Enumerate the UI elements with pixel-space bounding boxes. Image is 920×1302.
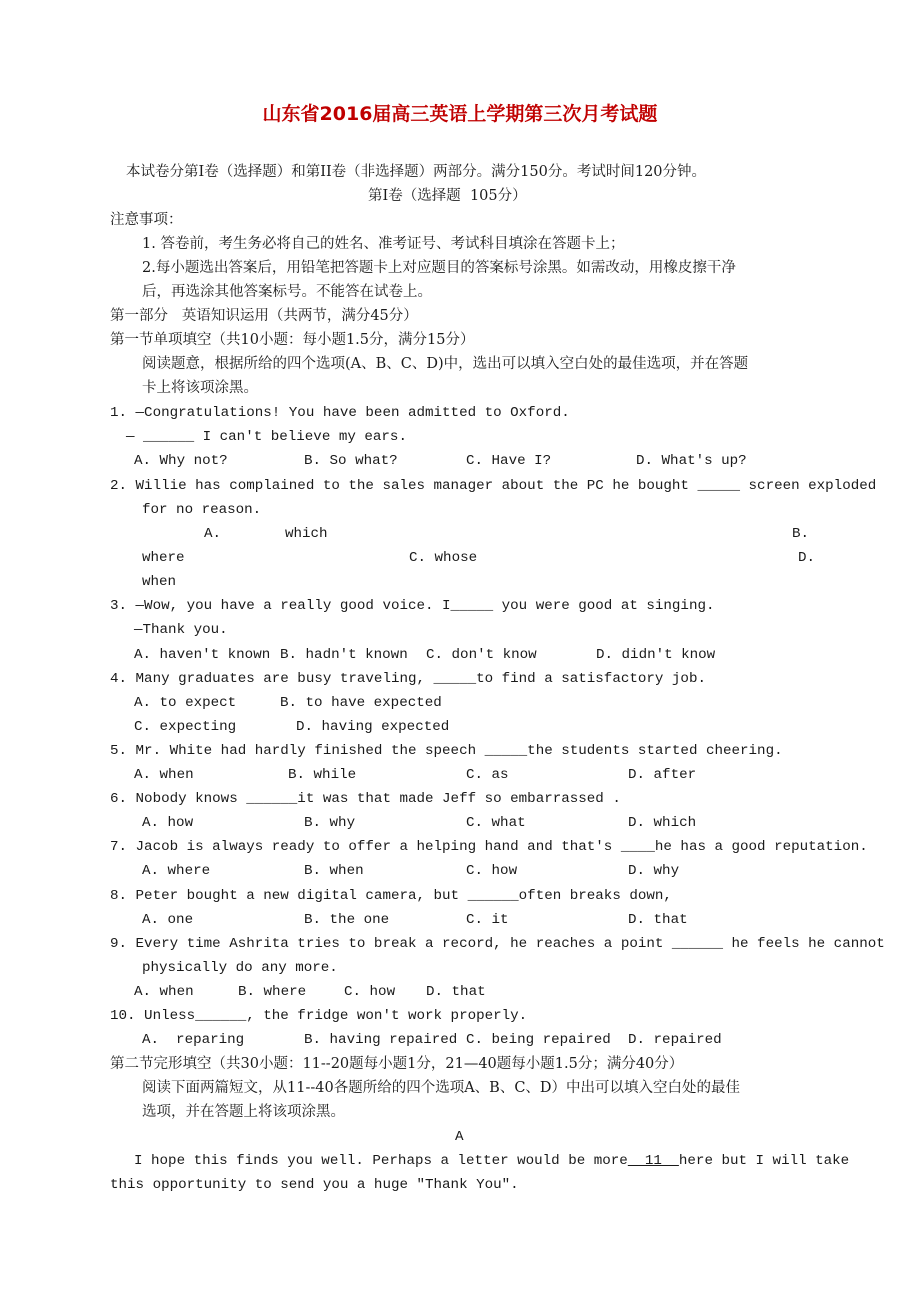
option-a: A. when <box>134 984 194 1000</box>
option-c: C. being repaired <box>466 1032 611 1048</box>
option-a-text: which <box>285 526 328 542</box>
question-stem: 10. Unless______, the fridge won't work properly. <box>110 1008 528 1024</box>
option-a: A. <box>204 526 222 542</box>
section-heading: 第二节完形填空（共30小题：11--20题每小题1分，21—40题每小题1.5分；满分40分） <box>110 1056 684 1072</box>
option-b: B. while <box>288 767 357 783</box>
question-stem: 5. Mr. White had hardly finished the speech _____the students started cheering. <box>110 743 783 759</box>
question-stem: physically do any more. <box>142 960 338 976</box>
option-a: A. when <box>134 767 194 783</box>
option-b: B. <box>792 526 810 542</box>
question-stem: 3. —Wow, you have a really good voice. I_____ you were good at singing. <box>110 598 715 614</box>
option-d: D. which <box>628 815 697 831</box>
notes-heading: 注意事项： <box>110 212 183 228</box>
option-b: B. when <box>304 863 364 879</box>
notes-item: 1. 答卷前，考生务必将自己的姓名、准考证号、考试科目填涂在答题卡上； <box>142 236 625 252</box>
option-b: B. where <box>238 984 307 1000</box>
section-instructions: 阅读下面两篇短文，从11--40各题所给的四个选项A、B、C、D）中出可以填入空白处的最佳 <box>142 1080 741 1096</box>
question-stem: 7. Jacob is always ready to offer a helping hand and that's ____he has a good reputation. <box>110 839 868 855</box>
passage-text: here but I will take <box>678 1153 850 1169</box>
section-instructions-continued: 卡上将该项涂黑。 <box>142 380 258 396</box>
question-stem: 8. Peter bought a new digital camera, but ______often breaks down, <box>110 888 672 904</box>
option-b: B. to have expected <box>280 695 442 711</box>
option-b: B. the one <box>304 912 390 928</box>
option-c: C. whose <box>409 550 478 566</box>
option-d: D. after <box>628 767 697 783</box>
volume-heading: 第I卷（选择题 105分） <box>368 188 527 204</box>
question-stem: —Thank you. <box>134 622 228 638</box>
option-d: D. that <box>426 984 486 1000</box>
option-b: B. having repaired <box>304 1032 458 1048</box>
section-instructions: 阅读题意，根据所给的四个选项(A、B、C、D)中，选出可以填入空白处的最佳选项，并在答题 <box>142 356 749 372</box>
option-c: C. how <box>344 984 396 1000</box>
option-a: A. Why not? <box>134 453 228 469</box>
intro-line: 本试卷分第I卷（选择题）和第II卷（非选择题）两部分。满分150分。考试时间120分钟。 <box>126 164 707 180</box>
option-d: D. that <box>628 912 688 928</box>
option-c: C. expecting <box>134 719 237 735</box>
option-d: D. didn't know <box>596 647 716 663</box>
option-c: C. what <box>466 815 526 831</box>
section-instructions-continued: 选项，并在答题上将该项涂黑。 <box>142 1104 345 1120</box>
option-a: A. one <box>142 912 194 928</box>
page-title: 山东省2016届高三英语上学期第三次月考试题 <box>262 103 658 125</box>
passage-label: A <box>455 1129 464 1145</box>
option-b: B. So what? <box>304 453 398 469</box>
option-b: B. hadn't known <box>280 647 408 663</box>
option-c: C. how <box>466 863 518 879</box>
passage-line: this opportunity to send you a huge "Thank You". <box>110 1177 519 1193</box>
question-stem: 9. Every time Ashrita tries to break a record, he reaches a point ______ he feels he cannot <box>110 936 885 952</box>
option-a: A. reparing <box>142 1032 245 1048</box>
passage-line <box>134 1151 849 1171</box>
option-a: A. haven't known <box>134 647 271 663</box>
option-a: A. to expect <box>134 695 237 711</box>
option-b-text: where <box>142 550 185 566</box>
question-stem: 6. Nobody knows ______it was that made Jeff so embarrassed . <box>110 791 621 807</box>
blank-11: 11 <box>627 1153 679 1169</box>
question-stem: for no reason. <box>142 502 262 518</box>
question-stem: 1. —Congratulations! You have been admitted to Oxford. <box>110 405 570 421</box>
section-heading: 第一节单项填空（共10小题：每小题1.5分，满分15分） <box>110 332 475 348</box>
option-a: A. where <box>142 863 211 879</box>
option-d: D. why <box>628 863 680 879</box>
notes-item: 2.每小题选出答案后，用铅笔把答题卡上对应题目的答案标号涂黑。如需改动，用橡皮擦干净 <box>142 260 736 276</box>
option-d: D. repaired <box>628 1032 722 1048</box>
question-stem: — ______ I can't believe my ears. <box>126 429 407 445</box>
option-c: C. it <box>466 912 509 928</box>
option-c: C. as <box>466 767 509 783</box>
option-d: D. What's up? <box>636 453 747 469</box>
question-stem: 4. Many graduates are busy traveling, _____to find a satisfactory job. <box>110 671 706 687</box>
option-b: B. why <box>304 815 356 831</box>
option-c: C. don't know <box>426 647 537 663</box>
passage-text: I hope this finds you well. Perhaps a letter would be more <box>134 1153 628 1169</box>
option-c: C. Have I? <box>466 453 552 469</box>
option-d: D. <box>798 550 816 566</box>
option-d-text: when <box>142 574 177 590</box>
option-a: A. how <box>142 815 194 831</box>
question-stem: 2. Willie has complained to the sales manager about the PC he bought _____ screen exploded <box>110 478 877 494</box>
part-heading: 第一部分 英语知识运用（共两节，满分45分） <box>110 308 418 324</box>
notes-item-continued: 后，再选涂其他答案标号。不能答在试卷上。 <box>142 284 432 300</box>
option-d: D. having expected <box>296 719 450 735</box>
